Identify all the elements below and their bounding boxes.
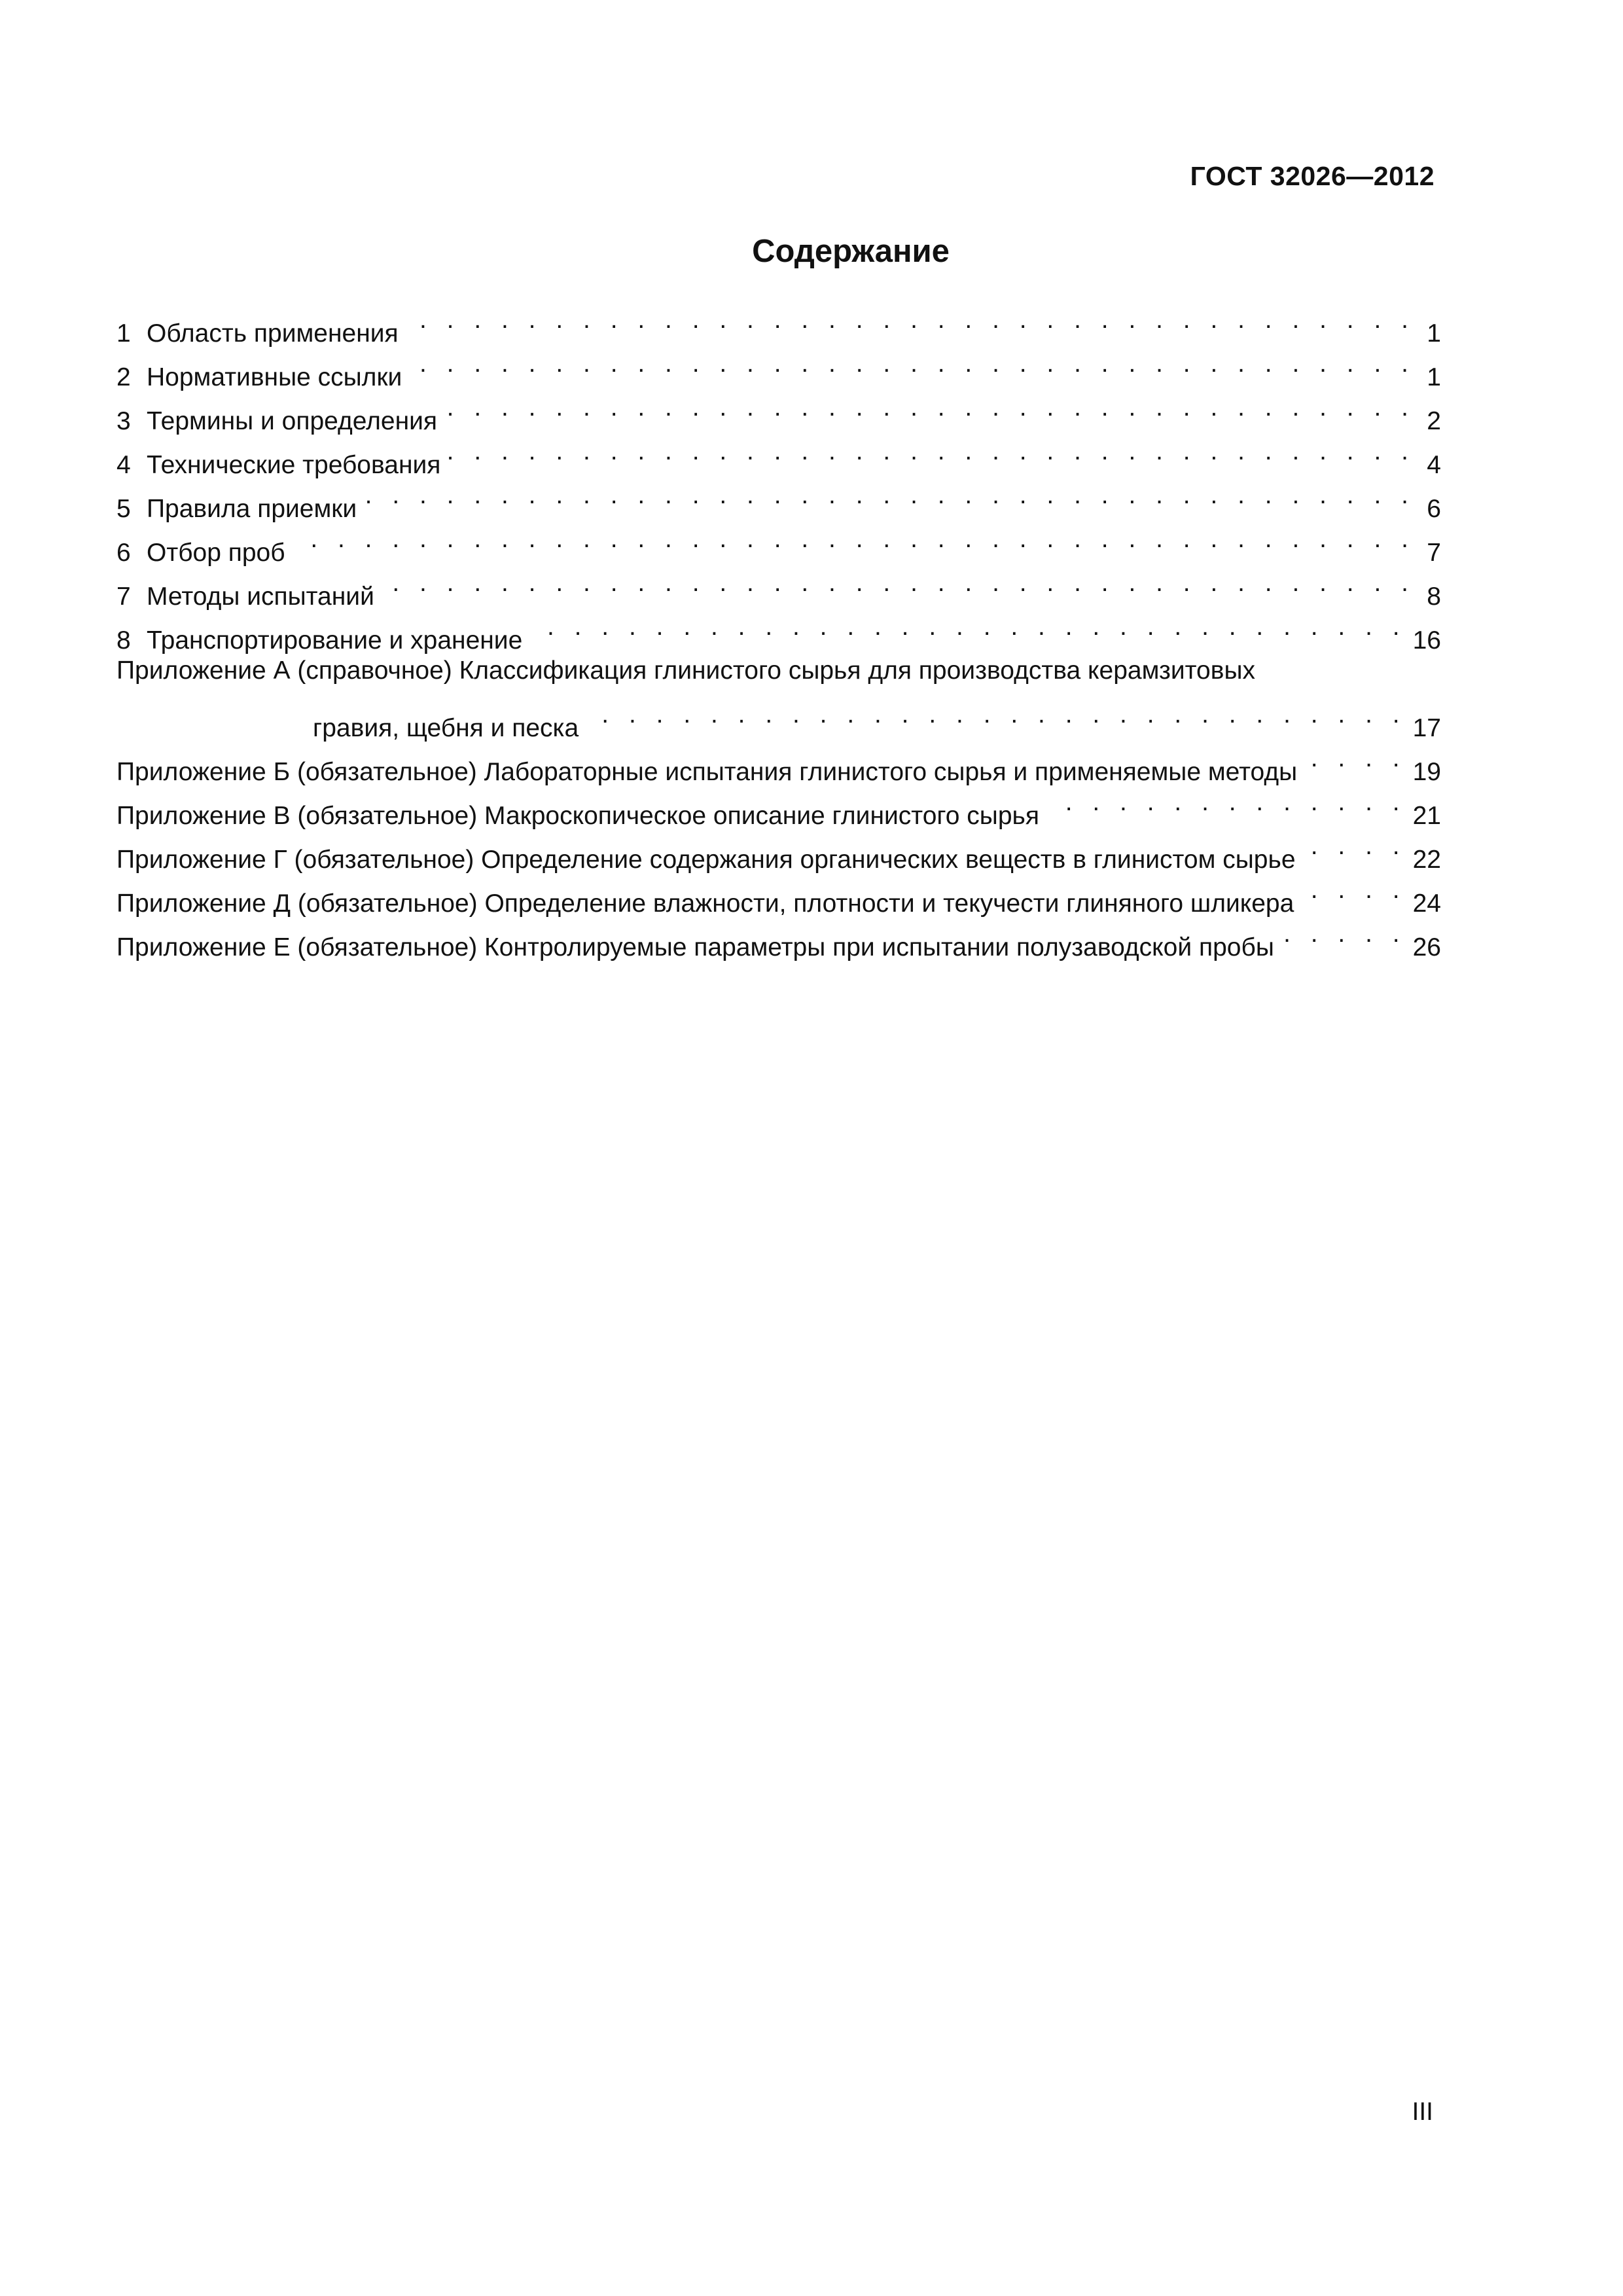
toc-entry[interactable] xyxy=(116,298,1441,348)
toc-entry-label: 1 Область применения xyxy=(116,319,399,348)
toc-entry-page: 17 xyxy=(1412,714,1441,742)
toc-title: Содержание xyxy=(752,234,950,269)
toc-dot-leader xyxy=(441,386,1415,429)
toc-entry-page: 19 xyxy=(1412,758,1441,786)
toc-appendix-label: Приложение Д (обязательное) Определение влажности, плотности и текучести глиняного шликера xyxy=(116,889,1294,918)
toc-appendix-label-line1: Приложение А (справочное) Классификация глинистого сырья для производства керамзитовых xyxy=(116,656,1255,685)
toc-dot-leader xyxy=(1043,780,1406,824)
toc-dot-leader xyxy=(378,561,1415,605)
toc-entry-label: 2 Нормативные ссылки xyxy=(116,363,402,391)
toc-entry-label: 8 Транспортирование и хранение xyxy=(116,626,523,655)
toc-entry-page: 7 xyxy=(1427,539,1441,567)
toc-dot-leader xyxy=(289,517,1415,561)
toc-entry-page: 24 xyxy=(1412,889,1441,918)
toc-entry-label: 4 Технические требования xyxy=(116,451,441,479)
toc-appendix-label: Приложение Б (обязательное) Лабораторные испытания глинистого сырья и применяемые методы xyxy=(116,758,1298,786)
toc-entry-page: 6 xyxy=(1427,495,1441,523)
toc-entry[interactable] xyxy=(116,561,1441,611)
toc-dot-leader xyxy=(1301,736,1406,780)
toc-appendix-label: Приложение Е (обязательное) Контролируемые параметры при испытании полузаводской пробы xyxy=(116,933,1274,961)
toc-appendix-entry[interactable] xyxy=(116,649,1441,692)
toc-appendix-label: Приложение В (обязательное) Макроскопическое описание глинистого сырья xyxy=(116,802,1039,830)
toc-appendix-label-line2: гравия, щебня и песка xyxy=(313,714,579,742)
toc-entry-page: 4 xyxy=(1427,451,1441,479)
toc-appendix-entry-continuation[interactable] xyxy=(116,692,1441,742)
table-of-contents xyxy=(116,298,1441,961)
toc-entry-page: 8 xyxy=(1427,583,1441,611)
toc-dot-leader xyxy=(444,429,1415,473)
toc-entry[interactable] xyxy=(116,517,1441,567)
document-code: ГОСТ 32026—2012 xyxy=(1190,161,1435,191)
toc-dot-leader xyxy=(402,298,1415,342)
toc-entry-page: 22 xyxy=(1412,846,1441,874)
toc-dot-leader xyxy=(1278,912,1406,956)
toc-entry-page: 1 xyxy=(1427,363,1441,391)
toc-dot-leader xyxy=(1298,868,1406,912)
page-number: III xyxy=(1412,2098,1433,2126)
toc-dot-leader xyxy=(406,342,1415,386)
toc-entry-label: 7 Методы испытаний xyxy=(116,583,374,611)
toc-entry-page: 26 xyxy=(1412,933,1441,961)
toc-appendix-label: Приложение Г (обязательное) Определение содержания органических веществ в глинистом сырье xyxy=(116,846,1296,874)
toc-entry-page: 2 xyxy=(1427,407,1441,435)
toc-dot-leader xyxy=(361,473,1415,517)
toc-entry-label: 6 Отбор проб xyxy=(116,539,285,567)
toc-dot-leader xyxy=(1300,824,1406,868)
toc-dot-leader xyxy=(526,605,1406,649)
toc-entry-label: 3 Термины и определения xyxy=(116,407,438,435)
toc-dot-leader xyxy=(582,692,1406,736)
toc-entry-label: 5 Правила приемки xyxy=(116,495,357,523)
toc-entry-page: 16 xyxy=(1412,626,1441,655)
toc-entry-page: 21 xyxy=(1412,802,1441,830)
toc-entry-page: 1 xyxy=(1427,319,1441,348)
